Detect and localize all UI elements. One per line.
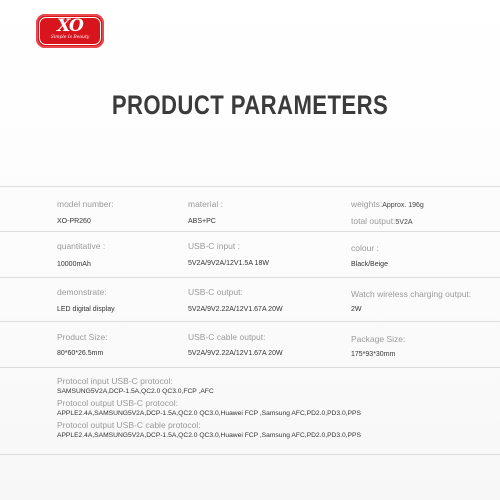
brand-logo xyxy=(36,14,104,48)
spec-value-usb-c-output: 5V2A/9V2.22A/12V1.67A 20W xyxy=(188,306,283,313)
spec-value-demonstrate: LED digital display xyxy=(57,306,115,313)
page-title: PRODUCT PARAMETERS xyxy=(111,90,389,120)
divider xyxy=(0,186,500,187)
protocol-value-output: APPLE2.4A,SAMSUNG5V2A,DCP-1.5A,QC2.0 QC3.0,Huawei FCP ,Samsung AFC,PD2.0,PD3.0,PPS xyxy=(57,410,361,417)
divider xyxy=(0,321,500,322)
divider xyxy=(0,277,500,278)
spec-label-quantitative: quantitative : xyxy=(57,241,106,251)
spec-label-demonstrate: demonstrate: xyxy=(57,287,107,297)
spec-label-total-output: total output: xyxy=(351,216,396,226)
logo-tagline: Simple Is Beauty xyxy=(50,35,90,40)
logo-mark: XO xyxy=(57,16,83,36)
protocol-label-cable-output: Protocol output USB-C cable protocol: xyxy=(57,420,201,430)
spec-label-package-size: Package Size: xyxy=(351,334,406,344)
spec-weights xyxy=(351,199,424,209)
spec-value-weights: Approx. 196g xyxy=(382,202,424,209)
spec-label-weights: weights: xyxy=(351,199,383,209)
spec-label-usb-c-input: USB-C input : xyxy=(188,241,240,251)
spec-value-product-size: 80*60*26.5mm xyxy=(57,350,104,357)
divider xyxy=(0,367,500,368)
divider xyxy=(0,231,500,232)
divider xyxy=(0,454,500,455)
spec-label-colour: colour : xyxy=(351,243,379,253)
protocol-label-output: Protocol output USB-C protocol: xyxy=(57,398,178,408)
spec-value-colour: Black/Beige xyxy=(351,261,388,268)
spec-total-output xyxy=(351,216,413,226)
spec-value-material: ABS+PC xyxy=(188,218,216,225)
spec-label-wireless-output: Watch wireless charging output: xyxy=(351,289,472,299)
spec-value-total-output: 5V2A xyxy=(395,219,413,226)
protocol-label-input: Protocol input USB-C protocol: xyxy=(57,376,173,386)
protocol-value-input: SAMSUNG5V2A,DCP-1.5A,QC2.0 QC3.0,FCP ,AFC xyxy=(57,388,214,395)
spec-value-wireless-output: 2W xyxy=(351,306,362,313)
spec-value-usb-c-input: 5V2A/9V2A/12V1.5A 18W xyxy=(188,260,269,267)
protocol-value-cable-output: APPLE2.4A,SAMSUNG5V2A,DCP-1.5A,QC2.0 QC3.0,Huawei FCP ,Samsung AFC,PD2.0,PD3.0,PPS xyxy=(57,432,361,439)
spec-label-material: material : xyxy=(188,199,223,209)
spec-value-quantitative: 10000mAh xyxy=(57,261,91,268)
spec-label-model-number: model number: xyxy=(57,199,114,209)
spec-value-package-size: 175*93*30mm xyxy=(351,351,396,358)
spec-value-model-number: XO-PR260 xyxy=(57,218,91,225)
spec-label-usb-c-output: USB-C output: xyxy=(188,287,243,297)
spec-value-cable-output: 5V2A/9V2.22A/12V1.67A 20W xyxy=(188,350,283,357)
spec-label-cable-output: USB-C cable output: xyxy=(188,332,266,342)
spec-label-product-size: Product Size: xyxy=(57,332,108,342)
